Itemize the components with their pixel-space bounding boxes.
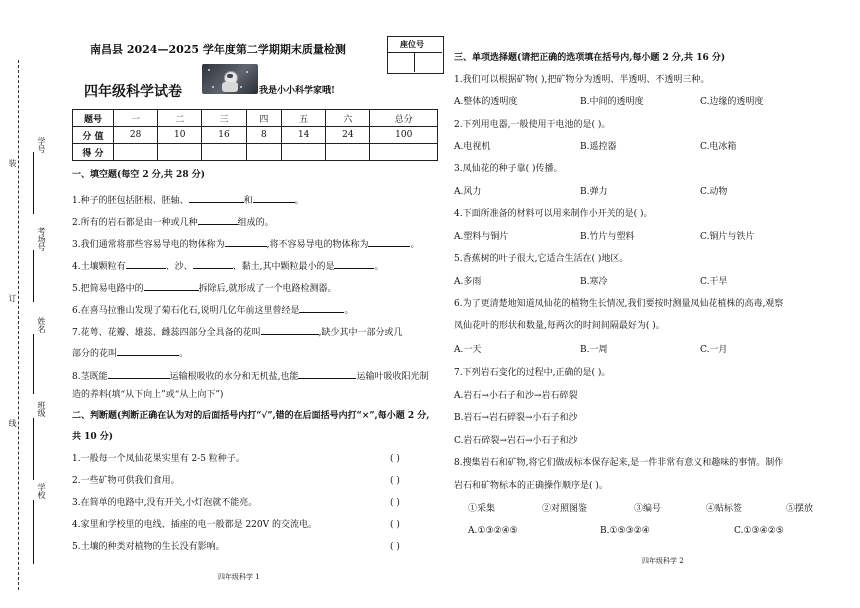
s2-item: 5.土壤的种类对植物的生长没有影响。 bbox=[72, 542, 225, 552]
s2-answer-paren[interactable]: ( ) bbox=[390, 542, 400, 552]
score-table-points-label: 分 值 bbox=[73, 127, 114, 144]
s2-item: 2.一些矿物可供我们食用。 bbox=[72, 476, 180, 486]
s1-q4: 4.土壤颗粒有 、沙、 、黏土,其中颗粒最小的是 。 bbox=[72, 259, 384, 273]
s1-q6: 6.在喜马拉雅山发现了菊石化石,说明几亿年前这里曾经是 。 bbox=[72, 303, 353, 317]
blank[interactable] bbox=[298, 369, 356, 379]
score-table-blank[interactable] bbox=[326, 144, 370, 161]
score-table-got-label: 得 分 bbox=[73, 144, 114, 161]
s3-q7: 7.下列岩石变化的过程中,正确的是( )。 bbox=[454, 368, 611, 378]
s1-q8-line2: 造的养料(填“从下向上”或“从上向下”) bbox=[72, 390, 224, 400]
s3-option[interactable]: B.岩石→岩石碎裂→小石子和沙 bbox=[454, 413, 578, 423]
binding-seal-char-3: 线 bbox=[8, 419, 17, 428]
s3-option[interactable]: A.一天 bbox=[454, 345, 482, 355]
section3-heading: 三、单项选择题(请把正确的选项填在括号内,每小题 2 分,共 16 分) bbox=[454, 53, 726, 63]
score-table-cell: 8 bbox=[246, 127, 282, 144]
s3-q2: 2.下列用电器,一般使用干电池的是( )。 bbox=[454, 120, 611, 130]
seat-number-label: 座位号 bbox=[400, 39, 424, 49]
s3-q5: 5.香蕉树的叶子很大,它适合生活在( )地区。 bbox=[454, 254, 629, 264]
s2-answer-paren[interactable]: ( ) bbox=[390, 498, 400, 508]
blank[interactable] bbox=[108, 369, 170, 379]
s3-option[interactable]: B.寒冷 bbox=[580, 277, 608, 287]
gutter-name-blank[interactable] bbox=[33, 334, 34, 394]
s3-option[interactable]: B.弹力 bbox=[580, 187, 608, 197]
score-table-col: 六 bbox=[326, 110, 370, 127]
gutter-label-name: 姓名 bbox=[37, 317, 46, 334]
s3-option[interactable]: C.一月 bbox=[700, 345, 728, 355]
s3-q8-step: ④贴标签 bbox=[706, 504, 743, 514]
score-table-cell: 10 bbox=[158, 127, 202, 144]
s3-q8-step: ⑤摆放 bbox=[786, 504, 814, 514]
s3-option[interactable]: B.①⑤③②④ bbox=[600, 526, 650, 536]
s3-q6-line1: 6.为了更清楚地知道凤仙花的植物生长情况,我们要按时测量凤仙花植株的高毒,观察 bbox=[454, 299, 784, 309]
s1-q5: 5.把简易电路中的 拆除后,就形成了一个电路检测器。 bbox=[72, 281, 336, 295]
s3-q1: 1.我们可以根据矿物( ),把矿物分为透明、半透明、不透明三种。 bbox=[454, 75, 710, 85]
page-footer-left: 四年级科学 1 bbox=[218, 573, 260, 581]
s1-q7-line1: 7.花萼、花瓣、雄蕊、雌蕊四部分全具备的花叫 ,缺少其中一部分或几 bbox=[72, 325, 402, 339]
score-table-cell: 28 bbox=[114, 127, 158, 144]
s3-option[interactable]: A.岩石→小石子和沙→岩石碎裂 bbox=[454, 391, 578, 401]
blank[interactable] bbox=[299, 303, 344, 313]
s3-option[interactable]: B.遥控器 bbox=[580, 142, 617, 152]
s3-option[interactable]: A.①③②④⑤ bbox=[468, 526, 518, 536]
score-table-blank[interactable] bbox=[202, 144, 246, 161]
score-table-item-label: 题号 bbox=[73, 110, 114, 127]
astronaut-image bbox=[202, 64, 258, 94]
s1-q7-line2: 部分的花叫 。 bbox=[72, 346, 188, 360]
score-table-header-row bbox=[73, 110, 438, 127]
blank[interactable] bbox=[189, 193, 244, 203]
seat-number-box[interactable] bbox=[387, 36, 444, 74]
score-table-col: 一 bbox=[114, 110, 158, 127]
gutter-label-seat-no: 学号 bbox=[37, 137, 46, 154]
seat-box-divider-v bbox=[414, 52, 415, 72]
gutter-label-class: 班级 bbox=[37, 401, 46, 418]
score-table bbox=[72, 109, 438, 161]
s2-item: 3.在简单的电路中,没有开关,小灯泡就不能亮。 bbox=[72, 498, 258, 508]
section2-heading-line2: 共 10 分) bbox=[72, 432, 114, 442]
gutter-label-school: 学校 bbox=[37, 483, 46, 500]
s2-item: 1.一般每一个凤仙花果实里有 2-5 粒种子。 bbox=[72, 454, 245, 464]
blank[interactable] bbox=[368, 237, 410, 247]
s1-q8-line1: 8.茎既能 运输根吸收的水分和无机盐,也能 运输叶吸收阳光制 bbox=[72, 369, 428, 383]
s2-answer-paren[interactable]: ( ) bbox=[390, 454, 400, 464]
s3-q8-line1: 8.搜集岩石和矿物,将它们做成标本保存起来,是一件非常有意义和趣味的事情。制作 bbox=[454, 458, 784, 468]
page-footer-right: 四年级科学 2 bbox=[642, 557, 684, 565]
s3-q6-line2: 凤仙花叶的形状和数量,每两次的时间间隔最好为( )。 bbox=[454, 321, 665, 331]
score-table-col: 三 bbox=[202, 110, 246, 127]
s1-q2: 2.所有的岩石都是由一种或几种 组成的。 bbox=[72, 215, 274, 229]
s3-option[interactable]: A.塑料与铜片 bbox=[454, 232, 509, 242]
s3-q4: 4.下面所准备的材料可以用来制作小开关的是( )。 bbox=[454, 209, 653, 219]
s3-option[interactable]: C.动物 bbox=[700, 187, 728, 197]
section1-heading: 一、填空题(每空 2 分,共 28 分) bbox=[72, 170, 205, 180]
score-table-blank[interactable] bbox=[158, 144, 202, 161]
gutter-seat-no-blank[interactable] bbox=[33, 152, 34, 214]
gutter-class-blank[interactable] bbox=[33, 418, 34, 480]
s3-option[interactable]: C.岩石碎裂→岩石→小石子和沙 bbox=[454, 436, 578, 446]
s2-answer-paren[interactable]: ( ) bbox=[390, 476, 400, 486]
s1-q1: 1.种子的胚包括胚根、胚轴、 和 。 bbox=[72, 193, 304, 207]
s2-item: 4.家里和学校里的电线、插座的电一般都是 220V 的交流电。 bbox=[72, 520, 317, 530]
score-table-cell: 16 bbox=[202, 127, 246, 144]
section2-heading-line1: 二、判断题(判断正确在认为对的后面括号内打“√”,错的在后面括号内打“×”,每小题 2 分, bbox=[72, 411, 430, 421]
s3-option[interactable]: C.①③④②⑤ bbox=[734, 526, 784, 536]
s3-q3: 3.凤仙花的种子靠( )传播。 bbox=[454, 164, 563, 174]
s3-option[interactable]: C.干旱 bbox=[700, 277, 728, 287]
gutter-school-blank[interactable] bbox=[33, 500, 34, 564]
s3-option[interactable]: A.风力 bbox=[454, 187, 482, 197]
slogan-text: 我是小小科学家哦! bbox=[259, 86, 335, 96]
s3-option[interactable]: B.一周 bbox=[580, 345, 608, 355]
score-table-cell: 24 bbox=[326, 127, 370, 144]
blank[interactable] bbox=[261, 325, 319, 335]
s3-q8-step: ②对照图鉴 bbox=[542, 504, 588, 514]
s3-q8-step: ①采集 bbox=[468, 504, 496, 514]
score-table-col: 二 bbox=[158, 110, 202, 127]
score-table-blank[interactable] bbox=[370, 144, 438, 161]
score-table-points-row bbox=[73, 127, 438, 144]
blank[interactable] bbox=[198, 215, 238, 225]
s3-option[interactable]: A.电视机 bbox=[454, 142, 491, 152]
score-table-cell: 14 bbox=[282, 127, 326, 144]
blank[interactable] bbox=[253, 193, 295, 203]
blank[interactable] bbox=[225, 237, 267, 247]
s3-option[interactable]: C.电冰箱 bbox=[700, 142, 737, 152]
score-table-col: 五 bbox=[282, 110, 326, 127]
score-table-blank[interactable] bbox=[246, 144, 282, 161]
s3-option[interactable]: C.铜片与铁片 bbox=[700, 232, 755, 242]
s3-q8-line2: 岩石和矿物标本的正确操作顺序是( )。 bbox=[454, 481, 608, 491]
binding-seal-char-2: 订 bbox=[8, 294, 17, 303]
binding-seal-char-1: 装 bbox=[8, 159, 17, 168]
score-table-col: 总分 bbox=[370, 110, 438, 127]
s3-option[interactable]: A.整体的透明度 bbox=[454, 97, 518, 107]
blank[interactable] bbox=[117, 346, 179, 356]
score-table-got-row bbox=[73, 144, 438, 161]
blank[interactable] bbox=[193, 259, 233, 269]
s3-option[interactable]: B.中间的透明度 bbox=[580, 97, 644, 107]
binding-dashed-line bbox=[18, 60, 19, 590]
blank[interactable] bbox=[334, 259, 374, 269]
score-table-cell: 100 bbox=[370, 127, 438, 144]
s3-option[interactable]: C.边缘的透明度 bbox=[700, 97, 764, 107]
s3-option[interactable]: A.多雨 bbox=[454, 277, 482, 287]
exam-title: 南昌县 2024—2025 学年度第二学期期末质量检测 bbox=[90, 43, 346, 56]
s3-option[interactable]: B.竹片与塑料 bbox=[580, 232, 635, 242]
score-table-col: 四 bbox=[246, 110, 282, 127]
score-table-blank[interactable] bbox=[282, 144, 326, 161]
gutter-exam-room-blank[interactable] bbox=[33, 250, 34, 302]
gutter-label-exam-room: 考场号 bbox=[37, 227, 46, 252]
blank[interactable] bbox=[144, 281, 199, 291]
exam-subtitle: 四年级科学试卷 bbox=[84, 84, 182, 100]
blank[interactable] bbox=[126, 259, 166, 269]
score-table-blank[interactable] bbox=[114, 144, 158, 161]
s2-answer-paren[interactable]: ( ) bbox=[390, 520, 400, 530]
s3-q8-step: ③编号 bbox=[634, 504, 662, 514]
s1-q3: 3.我们通常将那些容易导电的物体称为 ,将不容易导电的物体称为 。 bbox=[72, 237, 419, 251]
